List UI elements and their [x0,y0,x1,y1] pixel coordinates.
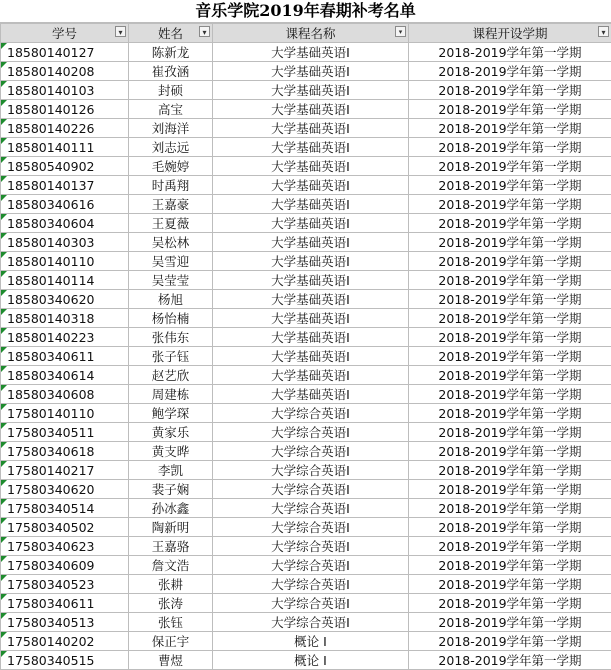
student-id-cell[interactable]: 17580140217 [1,461,129,480]
course-name-cell[interactable]: 大学综合英语Ⅰ [213,404,409,423]
course-name-cell[interactable]: 概论 Ⅰ [213,632,409,651]
student-id-cell[interactable]: 17580340609 [1,556,129,575]
table-row[interactable] [1,594,611,613]
semester-cell[interactable]: 2018-2019学年第一学期 [409,138,611,157]
semester-cell[interactable]: 2018-2019学年第一学期 [409,347,611,366]
student-name-cell[interactable]: 张伟东 [129,328,213,347]
course-name-cell[interactable]: 大学基础英语Ⅰ [213,43,409,62]
student-name-cell[interactable]: 吴雪迎 [129,252,213,271]
student-id-cell[interactable]: 18580140318 [1,309,129,328]
student-id-cell[interactable]: 18580140223 [1,328,129,347]
makeup-exam-table [0,23,611,670]
student-id-cell[interactable]: 18580340604 [1,214,129,233]
student-id-cell[interactable]: 17580340611 [1,594,129,613]
table-row[interactable] [1,556,611,575]
header-label: 学号 [52,26,77,41]
course-name-cell[interactable]: 大学基础英语Ⅰ [213,309,409,328]
table-row[interactable] [1,347,611,366]
student-id-cell[interactable]: 18580140127 [1,43,129,62]
student-id-cell[interactable]: 18580140137 [1,176,129,195]
student-id-cell[interactable]: 18580340614 [1,366,129,385]
semester-cell[interactable]: 2018-2019学年第一学期 [409,271,611,290]
student-id-cell[interactable]: 17580340623 [1,537,129,556]
table-row[interactable] [1,385,611,404]
table-row[interactable] [1,233,611,252]
course-name-cell[interactable]: 大学基础英语Ⅰ [213,290,409,309]
student-id-cell[interactable]: 17580340523 [1,575,129,594]
filter-dropdown-icon[interactable]: ▾ [598,26,609,37]
student-name-cell[interactable]: 张钰 [129,613,213,632]
student-id-cell[interactable]: 18580140226 [1,119,129,138]
student-id-cell[interactable]: 17580340502 [1,518,129,537]
student-name-cell[interactable]: 刘志远 [129,138,213,157]
course-name-cell[interactable]: 概论 Ⅰ [213,651,409,670]
course-name-cell[interactable]: 大学基础英语Ⅰ [213,366,409,385]
student-name-cell[interactable]: 周建栋 [129,385,213,404]
table-row[interactable] [1,366,611,385]
semester-cell[interactable]: 2018-2019学年第一学期 [409,252,611,271]
table-row[interactable] [1,252,611,271]
semester-cell[interactable]: 2018-2019学年第一学期 [409,366,611,385]
table-body [1,43,611,670]
table-row[interactable] [1,328,611,347]
student-id-cell[interactable]: 18580140208 [1,62,129,81]
course-name-cell[interactable]: 大学基础英语Ⅰ [213,385,409,404]
student-name-cell[interactable]: 曹煜 [129,651,213,670]
student-name-cell[interactable]: 吴松林 [129,233,213,252]
course-name-cell[interactable]: 大学基础英语Ⅰ [213,157,409,176]
table-row[interactable] [1,613,611,632]
table-row[interactable] [1,651,611,670]
table-row[interactable] [1,309,611,328]
course-name-cell[interactable]: 大学基础英语Ⅰ [213,195,409,214]
course-name-cell[interactable]: 大学基础英语Ⅰ [213,119,409,138]
student-name-cell[interactable]: 刘海洋 [129,119,213,138]
student-name-cell[interactable]: 杨怡楠 [129,309,213,328]
student-name-cell[interactable]: 裴子娴 [129,480,213,499]
student-id-cell[interactable]: 17580140202 [1,632,129,651]
course-name-cell[interactable]: 大学基础英语Ⅰ [213,233,409,252]
student-name-cell[interactable]: 黄支晔 [129,442,213,461]
header-name [129,24,213,43]
student-name-cell[interactable]: 张耕 [129,575,213,594]
student-id-cell[interactable]: 18580540902 [1,157,129,176]
student-id-cell[interactable]: 17580340618 [1,442,129,461]
student-id-cell[interactable]: 17580340620 [1,480,129,499]
semester-cell[interactable]: 2018-2019学年第一学期 [409,556,611,575]
course-name-cell[interactable]: 大学综合英语Ⅰ [213,518,409,537]
table-row[interactable] [1,100,611,119]
table-row[interactable] [1,632,611,651]
header-label: 课程名称 [285,26,335,41]
semester-cell[interactable]: 2018-2019学年第一学期 [409,442,611,461]
semester-cell[interactable]: 2018-2019学年第一学期 [409,461,611,480]
table-row[interactable] [1,404,611,423]
semester-cell[interactable]: 2018-2019学年第一学期 [409,632,611,651]
semester-cell[interactable]: 2018-2019学年第一学期 [409,62,611,81]
semester-cell[interactable]: 2018-2019学年第一学期 [409,290,611,309]
student-name-cell[interactable]: 詹文浩 [129,556,213,575]
table-row[interactable] [1,290,611,309]
student-id-cell[interactable]: 17580340513 [1,613,129,632]
table-row[interactable] [1,195,611,214]
semester-cell[interactable]: 2018-2019学年第一学期 [409,575,611,594]
course-name-cell[interactable]: 大学基础英语Ⅰ [213,176,409,195]
filter-dropdown-icon[interactable]: ▾ [115,26,126,37]
table-row[interactable] [1,461,611,480]
semester-cell[interactable]: 2018-2019学年第一学期 [409,404,611,423]
course-name-cell[interactable]: 大学基础英语Ⅰ [213,81,409,100]
student-id-cell[interactable]: 18580140303 [1,233,129,252]
course-name-cell[interactable]: 大学综合英语Ⅰ [213,537,409,556]
semester-cell[interactable]: 2018-2019学年第一学期 [409,613,611,632]
table-row[interactable] [1,43,611,62]
student-name-cell[interactable]: 高宝 [129,100,213,119]
student-id-cell[interactable]: 17580140110 [1,404,129,423]
semester-cell[interactable]: 2018-2019学年第一学期 [409,385,611,404]
student-id-cell[interactable]: 18580340611 [1,347,129,366]
student-id-cell[interactable]: 18580340616 [1,195,129,214]
student-name-cell[interactable]: 王嘉骆 [129,537,213,556]
table-row[interactable] [1,176,611,195]
semester-cell[interactable]: 2018-2019学年第一学期 [409,100,611,119]
semester-cell[interactable]: 2018-2019学年第一学期 [409,195,611,214]
table-row[interactable] [1,442,611,461]
course-name-cell[interactable]: 大学综合英语Ⅰ [213,480,409,499]
student-name-cell[interactable]: 封硕 [129,81,213,100]
student-name-cell[interactable]: 王嘉豪 [129,195,213,214]
header-student-id [1,24,129,43]
student-name-cell[interactable]: 鲍学琛 [129,404,213,423]
course-name-cell[interactable]: 大学综合英语Ⅰ [213,575,409,594]
student-id-cell[interactable]: 18580140103 [1,81,129,100]
sheet-title: 音乐学院2019年春期补考名单 [0,0,611,23]
table-row[interactable] [1,157,611,176]
student-id-cell[interactable]: 17580340515 [1,651,129,670]
student-name-cell[interactable]: 赵艺欣 [129,366,213,385]
semester-cell[interactable]: 2018-2019学年第一学期 [409,43,611,62]
student-name-cell[interactable]: 时禹翔 [129,176,213,195]
semester-cell[interactable]: 2018-2019学年第一学期 [409,499,611,518]
student-name-cell[interactable]: 张涛 [129,594,213,613]
course-name-cell[interactable]: 大学综合英语Ⅰ [213,499,409,518]
semester-cell[interactable]: 2018-2019学年第一学期 [409,594,611,613]
semester-cell[interactable]: 2018-2019学年第一学期 [409,157,611,176]
filter-active-icon[interactable]: ▾ [395,26,406,37]
student-name-cell[interactable]: 王夏薇 [129,214,213,233]
semester-cell[interactable]: 2018-2019学年第一学期 [409,81,611,100]
table-row[interactable] [1,575,611,594]
course-name-cell[interactable]: 大学基础英语Ⅰ [213,214,409,233]
student-id-cell[interactable]: 17580340511 [1,423,129,442]
table-row[interactable] [1,480,611,499]
table-row[interactable] [1,271,611,290]
semester-cell[interactable]: 2018-2019学年第一学期 [409,423,611,442]
course-name-cell[interactable]: 大学综合英语Ⅰ [213,423,409,442]
header-row [1,24,611,43]
course-name-cell[interactable]: 大学综合英语Ⅰ [213,556,409,575]
semester-cell[interactable]: 2018-2019学年第一学期 [409,176,611,195]
student-name-cell[interactable]: 毛婉婷 [129,157,213,176]
semester-cell[interactable]: 2018-2019学年第一学期 [409,480,611,499]
semester-cell[interactable]: 2018-2019学年第一学期 [409,518,611,537]
student-name-cell[interactable]: 陈新龙 [129,43,213,62]
student-name-cell[interactable]: 黄家乐 [129,423,213,442]
course-name-cell[interactable]: 大学基础英语Ⅰ [213,138,409,157]
table-row[interactable] [1,518,611,537]
course-name-cell[interactable]: 大学基础英语Ⅰ [213,62,409,81]
table-row[interactable] [1,62,611,81]
table-row[interactable] [1,499,611,518]
semester-cell[interactable]: 2018-2019学年第一学期 [409,309,611,328]
header-semester [409,24,611,43]
semester-cell[interactable]: 2018-2019学年第一学期 [409,651,611,670]
semester-cell[interactable]: 2018-2019学年第一学期 [409,328,611,347]
filter-dropdown-icon[interactable]: ▾ [199,26,210,37]
student-id-cell[interactable]: 18580340608 [1,385,129,404]
course-name-cell[interactable]: 大学基础英语Ⅰ [213,100,409,119]
student-name-cell[interactable]: 保正宇 [129,632,213,651]
header-label: 课程开设学期 [472,26,547,41]
course-name-cell[interactable]: 大学基础英语Ⅰ [213,328,409,347]
course-name-cell[interactable]: 大学综合英语Ⅰ [213,442,409,461]
table-row[interactable] [1,214,611,233]
table-row[interactable] [1,423,611,442]
student-id-cell[interactable]: 17580340514 [1,499,129,518]
student-name-cell[interactable]: 陶新明 [129,518,213,537]
semester-cell[interactable]: 2018-2019学年第一学期 [409,233,611,252]
student-name-cell[interactable]: 吴莹莹 [129,271,213,290]
course-name-cell[interactable]: 大学基础英语Ⅰ [213,271,409,290]
course-name-cell[interactable]: 大学基础英语Ⅰ [213,252,409,271]
student-name-cell[interactable]: 杨旭 [129,290,213,309]
course-name-cell[interactable]: 大学综合英语Ⅰ [213,461,409,480]
student-id-cell[interactable]: 18580340620 [1,290,129,309]
student-name-cell[interactable]: 孙冰鑫 [129,499,213,518]
student-id-cell[interactable]: 18580140110 [1,252,129,271]
student-name-cell[interactable]: 李凯 [129,461,213,480]
student-name-cell[interactable]: 张子钰 [129,347,213,366]
table-row[interactable] [1,81,611,100]
header-label: 姓名 [158,26,183,41]
semester-cell[interactable]: 2018-2019学年第一学期 [409,537,611,556]
table-row[interactable] [1,119,611,138]
course-name-cell[interactable]: 大学基础英语Ⅰ [213,347,409,366]
table-row[interactable] [1,537,611,556]
course-name-cell[interactable]: 大学综合英语Ⅰ [213,594,409,613]
semester-cell[interactable]: 2018-2019学年第一学期 [409,214,611,233]
student-id-cell[interactable]: 18580140111 [1,138,129,157]
student-name-cell[interactable]: 崔孜涵 [129,62,213,81]
semester-cell[interactable]: 2018-2019学年第一学期 [409,119,611,138]
table-row[interactable] [1,138,611,157]
student-id-cell[interactable]: 18580140126 [1,100,129,119]
course-name-cell[interactable]: 大学综合英语Ⅰ [213,613,409,632]
header-course-name [213,24,409,43]
student-id-cell[interactable]: 18580140114 [1,271,129,290]
